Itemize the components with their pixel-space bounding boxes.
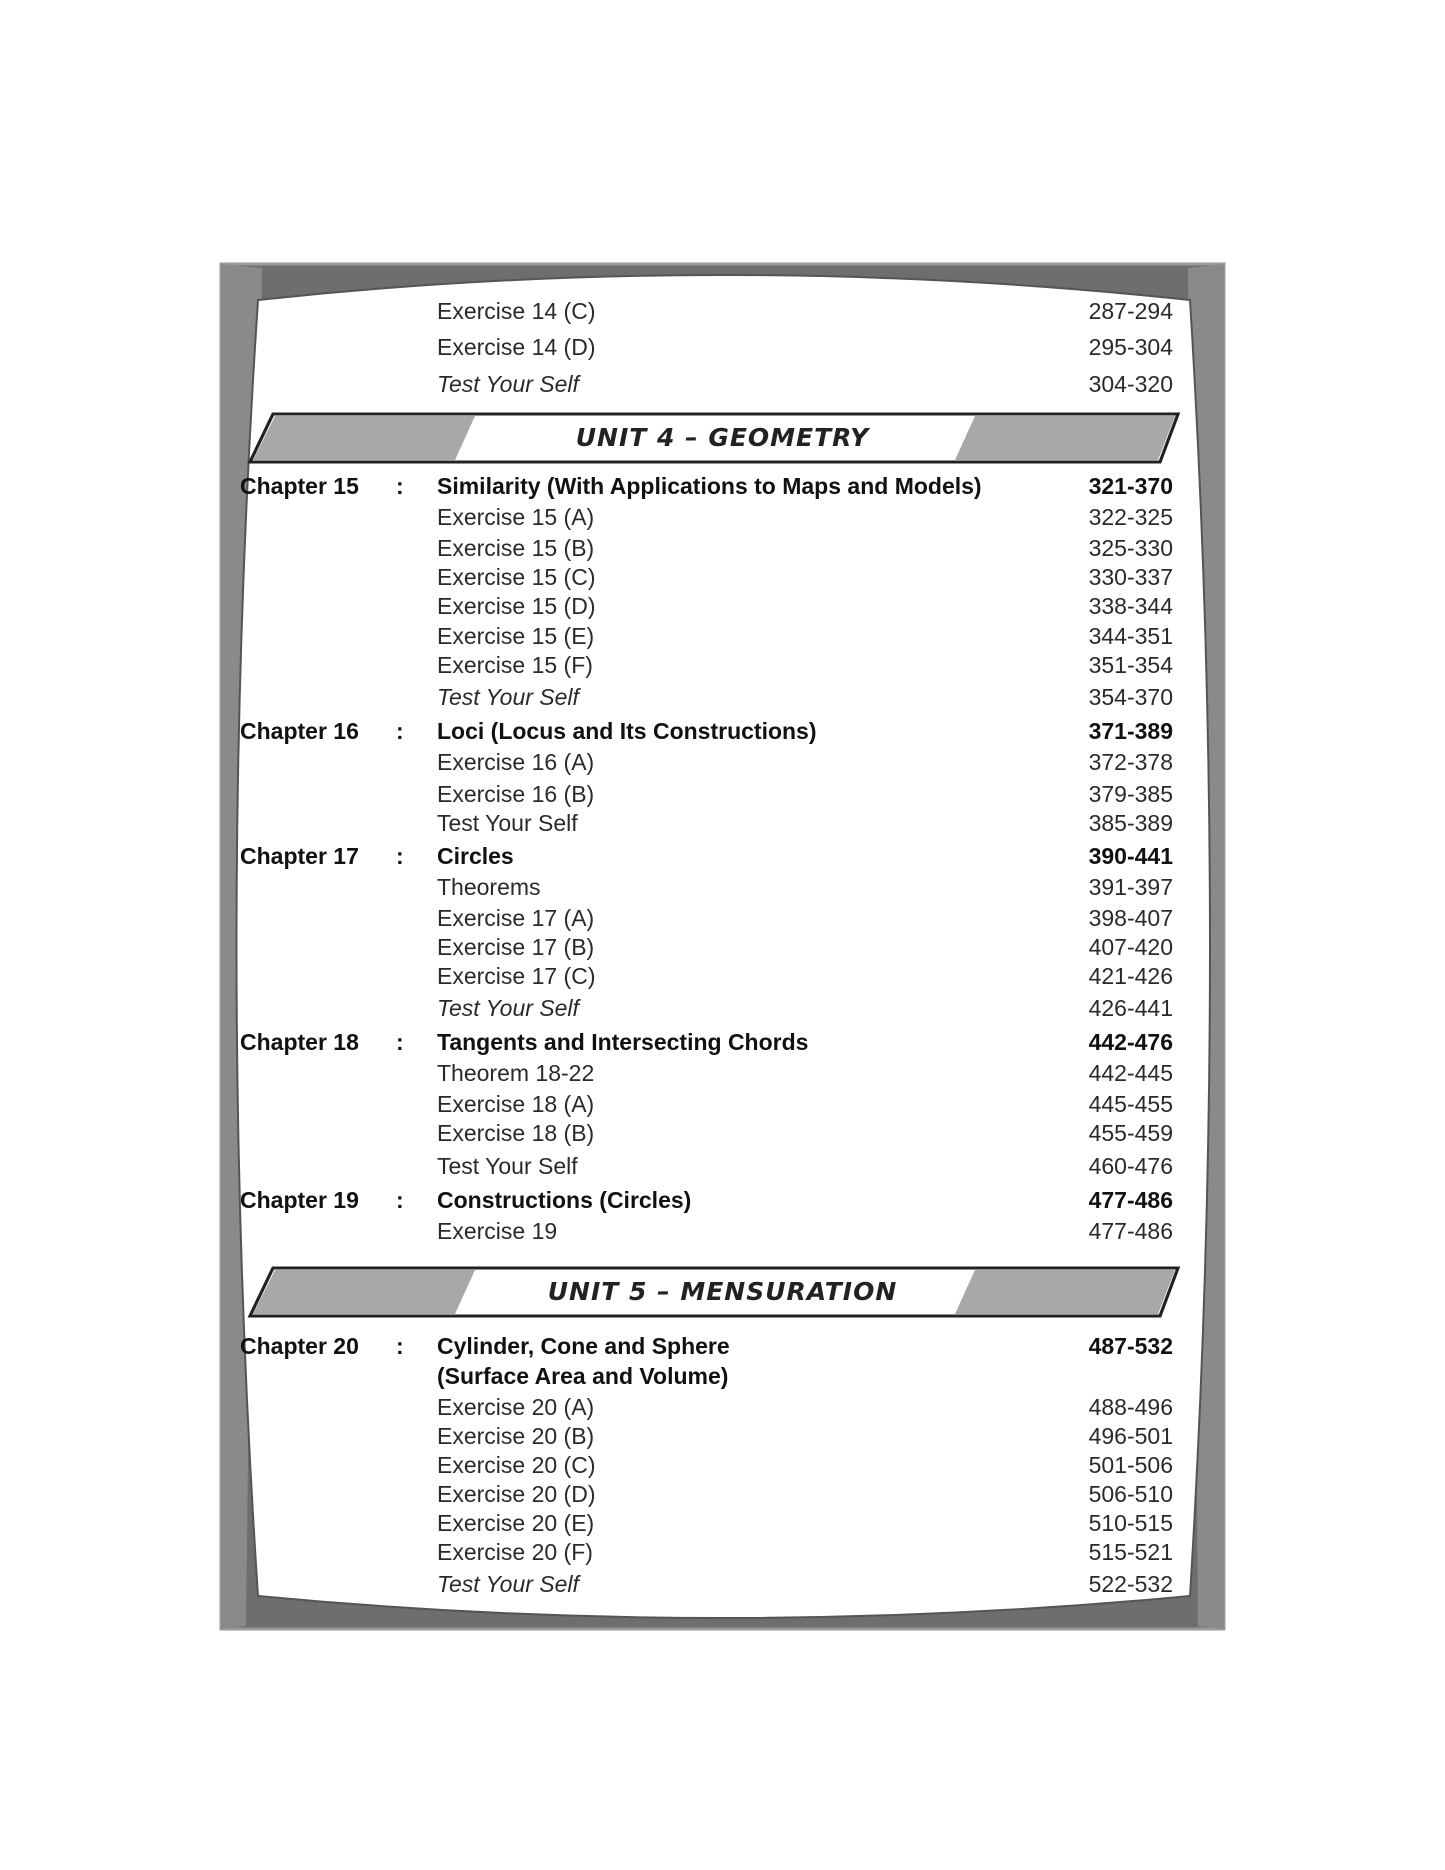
toc-entry — [0, 1479, 1445, 1509]
page-range: 407-420 — [1088, 934, 1173, 960]
page-range: 338-344 — [1088, 593, 1173, 619]
entry-title: Exercise 15 (C) — [437, 564, 596, 590]
page-range: 477-486 — [1088, 1187, 1173, 1213]
toc-entry — [0, 502, 1445, 532]
page-range: 322-325 — [1088, 504, 1173, 530]
page-range: 460-476 — [1088, 1153, 1173, 1179]
chapter-row — [0, 1361, 1445, 1391]
entry-title: Exercise 20 (E) — [437, 1510, 595, 1536]
entry-title: Exercise 16 (B) — [437, 781, 595, 807]
page-range: 501-506 — [1088, 1452, 1173, 1478]
toc-entry — [0, 1151, 1445, 1181]
unit-4-banner — [0, 412, 1445, 464]
toc-entry — [0, 872, 1445, 902]
toc-entry — [0, 932, 1445, 962]
toc-entry — [0, 296, 1445, 326]
toc-entry — [0, 1569, 1445, 1599]
entry-title: Exercise 19 — [437, 1218, 558, 1244]
toc-entry — [0, 369, 1445, 399]
toc-entry — [0, 779, 1445, 809]
page-range: 510-515 — [1088, 1510, 1173, 1536]
page-range: 372-378 — [1088, 749, 1173, 775]
toc-entry — [0, 961, 1445, 991]
chapter-number: Chapter 16 — [240, 718, 359, 744]
page-range: 325-330 — [1088, 535, 1173, 561]
entry-title: Theorem 18-22 — [437, 1060, 595, 1086]
toc-entry — [0, 621, 1445, 651]
page-range: 398-407 — [1088, 905, 1173, 931]
toc-entry — [0, 1118, 1445, 1148]
separator-colon: : — [396, 718, 404, 744]
entry-title: Theorems — [437, 874, 541, 900]
toc-entry — [0, 682, 1445, 712]
toc-entry — [0, 562, 1445, 592]
page-range: 391-397 — [1088, 874, 1173, 900]
page-range: 371-389 — [1088, 718, 1173, 744]
page-range: 354-370 — [1088, 684, 1173, 710]
chapter-row — [0, 1185, 1445, 1215]
toc-entry — [0, 903, 1445, 933]
entry-title: Exercise 17 (B) — [437, 934, 595, 960]
toc-entry — [0, 650, 1445, 680]
page-range: 287-294 — [1088, 298, 1173, 324]
toc-entry — [0, 747, 1445, 777]
chapter-number: Chapter 15 — [240, 473, 359, 499]
chapter-row — [0, 1331, 1445, 1361]
separator-colon: : — [396, 843, 404, 869]
toc-entry — [0, 1537, 1445, 1567]
toc-entry — [0, 1508, 1445, 1538]
entry-title: Test Your Self — [437, 1571, 579, 1597]
entry-title: Constructions (Circles) — [437, 1187, 692, 1213]
page-range: 477-486 — [1088, 1218, 1173, 1244]
unit-5-banner — [0, 1266, 1445, 1318]
entry-title: Exercise 20 (D) — [437, 1481, 596, 1507]
entry-title: Exercise 20 (B) — [437, 1423, 595, 1449]
separator-colon: : — [396, 1187, 404, 1213]
page-range: 330-337 — [1088, 564, 1173, 590]
page-range: 321-370 — [1088, 473, 1173, 499]
toc-entry — [0, 808, 1445, 838]
entry-title: Exercise 17 (A) — [437, 905, 595, 931]
toc-entry — [0, 1216, 1445, 1246]
page-range: 344-351 — [1088, 623, 1173, 649]
chapter-row — [0, 716, 1445, 746]
chapter-row — [0, 841, 1445, 871]
page-range: 351-354 — [1088, 652, 1173, 678]
page-range: 515-521 — [1088, 1539, 1173, 1565]
page-range: 488-496 — [1088, 1394, 1173, 1420]
page-range: 496-501 — [1088, 1423, 1173, 1449]
entry-title: Exercise 18 (B) — [437, 1120, 595, 1146]
entry-title: Cylinder, Cone and Sphere — [437, 1333, 730, 1359]
entry-title: Tangents and Intersecting Chords — [437, 1029, 809, 1055]
entry-title: Exercise 15 (B) — [437, 535, 595, 561]
unit-title: UNIT 5 – MENSURATION — [547, 1277, 898, 1306]
page-range: 506-510 — [1088, 1481, 1173, 1507]
chapter-row — [0, 1027, 1445, 1057]
page-range: 390-441 — [1088, 843, 1173, 869]
entry-title: Exercise 15 (E) — [437, 623, 595, 649]
page-range: 442-445 — [1088, 1060, 1173, 1086]
chapter-row — [0, 471, 1445, 501]
page-range: 379-385 — [1088, 781, 1173, 807]
separator-colon: : — [396, 1029, 404, 1055]
page-range: 421-426 — [1088, 963, 1173, 989]
page-range: 487-532 — [1088, 1333, 1173, 1359]
page-range: 442-476 — [1088, 1029, 1173, 1055]
page-range: 455-459 — [1088, 1120, 1173, 1146]
entry-title: Circles — [437, 843, 514, 869]
entry-title: Test Your Self — [437, 371, 579, 397]
entry-title: Exercise 15 (A) — [437, 504, 595, 530]
entry-title: Similarity (With Applications to Maps and Models) — [437, 473, 982, 499]
toc-entry — [0, 1421, 1445, 1451]
toc-entry — [0, 591, 1445, 621]
entry-title: (Surface Area and Volume) — [437, 1363, 729, 1389]
entry-title: Exercise 17 (C) — [437, 963, 596, 989]
toc-entry — [0, 1392, 1445, 1422]
toc-entry — [0, 332, 1445, 362]
entry-title: Test Your Self — [437, 810, 578, 836]
toc-entry — [0, 1089, 1445, 1119]
page-range: 445-455 — [1088, 1091, 1173, 1117]
toc-entry — [0, 993, 1445, 1023]
page-range: 295-304 — [1088, 334, 1173, 360]
page-range: 522-532 — [1088, 1571, 1173, 1597]
entry-title: Test Your Self — [437, 995, 579, 1021]
entry-title: Exercise 20 (F) — [437, 1539, 593, 1565]
entry-title: Exercise 15 (F) — [437, 652, 593, 678]
chapter-number: Chapter 19 — [240, 1187, 359, 1213]
entry-title: Exercise 16 (A) — [437, 749, 595, 775]
entry-title: Exercise 18 (A) — [437, 1091, 595, 1117]
entry-title: Exercise 14 (D) — [437, 334, 596, 360]
toc-entry — [0, 533, 1445, 563]
toc-entry — [0, 1058, 1445, 1088]
entry-title: Exercise 15 (D) — [437, 593, 596, 619]
unit-title: UNIT 4 – GEOMETRY — [575, 423, 870, 452]
chapter-number: Chapter 18 — [240, 1029, 359, 1055]
toc-entry — [0, 1450, 1445, 1480]
entry-title: Loci (Locus and Its Constructions) — [437, 718, 817, 744]
entry-title: Test Your Self — [437, 684, 579, 710]
page-range: 385-389 — [1088, 810, 1173, 836]
chapter-number: Chapter 17 — [240, 843, 359, 869]
entry-title: Test Your Self — [437, 1153, 578, 1179]
separator-colon: : — [396, 1333, 404, 1359]
separator-colon: : — [396, 473, 404, 499]
entry-title: Exercise 20 (C) — [437, 1452, 596, 1478]
entry-title: Exercise 14 (C) — [437, 298, 596, 324]
chapter-number: Chapter 20 — [240, 1333, 359, 1359]
page-range: 426-441 — [1088, 995, 1173, 1021]
page-range: 304-320 — [1088, 371, 1173, 397]
entry-title: Exercise 20 (A) — [437, 1394, 595, 1420]
